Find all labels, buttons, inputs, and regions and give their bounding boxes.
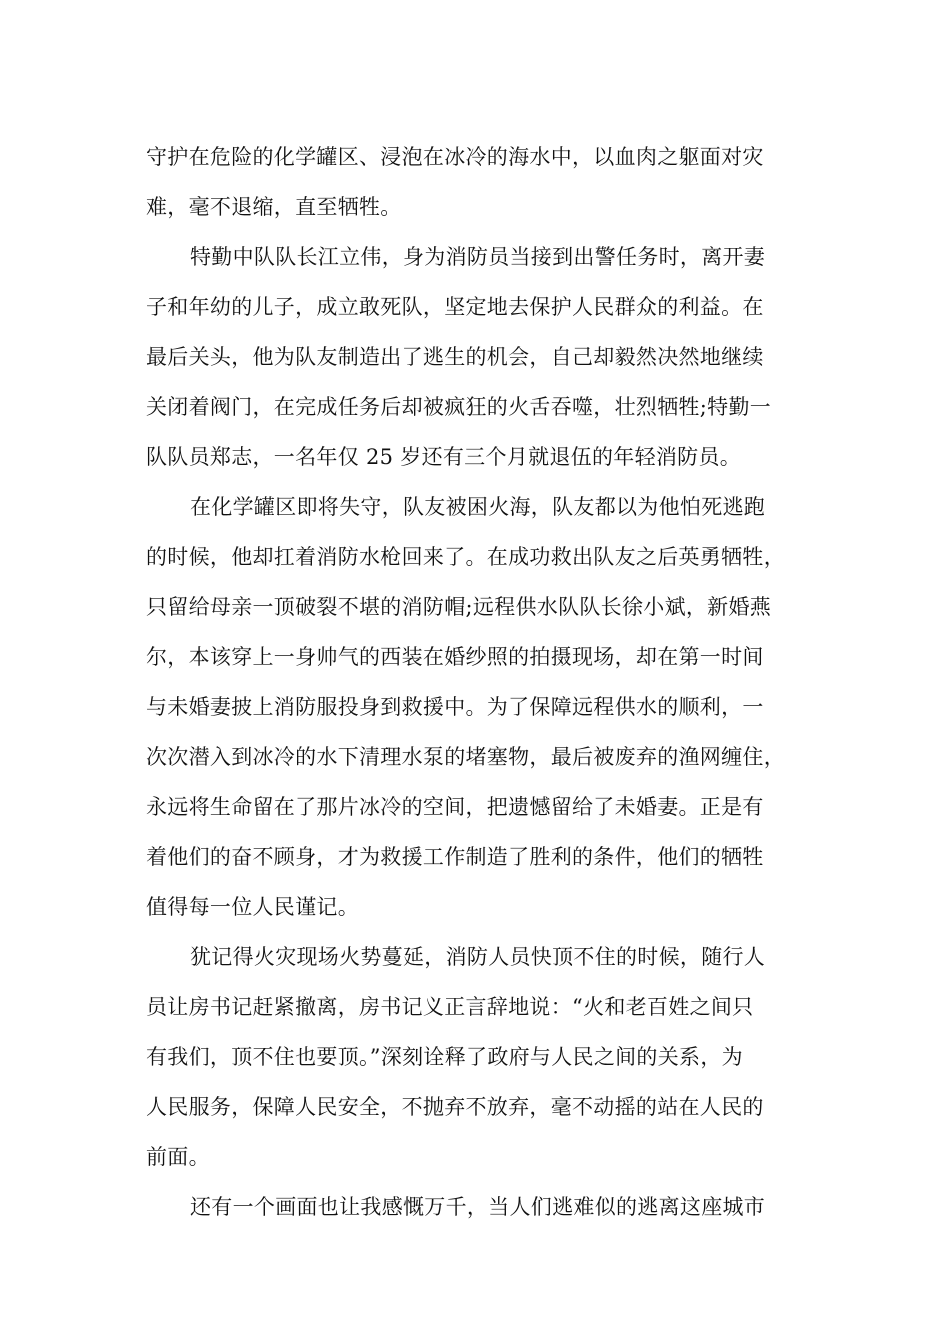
paragraph-1 (146, 132, 814, 232)
text-line: 子和年幼的儿子，成立敢死队，坚定地去保护人民群众的利益。在 (146, 295, 764, 319)
text-line: 人民服务，保障人民安全，不抛弃不放弃，毫不动摇的站在人民的 (146, 1095, 764, 1119)
text-line: 守护在危险的化学罐区、浸泡在冰冷的海水中，以血肉之躯面对灾 (146, 145, 764, 169)
text-line: 的时候，他却扛着消防水枪回来了。在成功救出队友之后英勇牺牲， (146, 545, 785, 569)
paragraph-5 (146, 1182, 814, 1232)
text-line: 特勤中队队长江立伟，身为消防员当接到出警任务时，离开妻 (190, 245, 766, 269)
text-line: 队队员郑志，一名年仅 25 岁还有三个月就退伍的年轻消防员。 (146, 445, 742, 469)
text-line: 着他们的奋不顾身，才为救援工作制造了胜利的条件，他们的牺牲 (146, 845, 764, 869)
document-body (146, 132, 814, 1232)
text-line: 员让房书记赶紧撤离，房书记义正言辞地说：“火和老百姓之间只 (146, 995, 754, 1019)
paragraph-2 (146, 232, 814, 482)
text-line: 值得每一位人民谨记。 (146, 895, 359, 919)
text-line: 与未婚妻披上消防服投身到救援中。为了保障远程供水的顺利，一 (146, 695, 764, 719)
text-line: 前面。 (146, 1145, 210, 1169)
text-line: 永远将生命留在了那片冰冷的空间，把遗憾留给了未婚妻。正是有 (146, 795, 764, 819)
text-line: 次次潜入到冰冷的水下清理水泵的堵塞物，最后被废弃的渔网缠住， (146, 745, 785, 769)
text-line: 还有一个画面也让我感慨万千，当人们逃难似的逃离这座城市 (190, 1195, 766, 1219)
text-line: 只留给母亲一顶破裂不堪的消防帽;远程供水队队长徐小斌，新婚燕 (146, 595, 772, 619)
paragraph-3 (146, 482, 814, 932)
text-line: 难，毫不退缩，直至牺牲。 (146, 195, 402, 219)
text-line: 尔，本该穿上一身帅气的西装在婚纱照的拍摄现场，却在第一时间 (146, 645, 764, 669)
text-line: 最后关头，他为队友制造出了逃生的机会，自己却毅然决然地继续 (146, 345, 764, 369)
text-line: 有我们，顶不住也要顶。”深刻诠释了政府与人民之间的关系，为 (146, 1045, 743, 1069)
text-line: 关闭着阀门，在完成任务后却被疯狂的火舌吞噬，壮烈牺牲;特勤一 (146, 395, 772, 419)
text-line: 犹记得火灾现场火势蔓延，消防人员快顶不住的时候，随行人 (190, 945, 766, 969)
text-line: 在化学罐区即将失守，队友被困火海，队友都以为他怕死逃跑 (190, 495, 766, 519)
paragraph-4 (146, 932, 814, 1182)
